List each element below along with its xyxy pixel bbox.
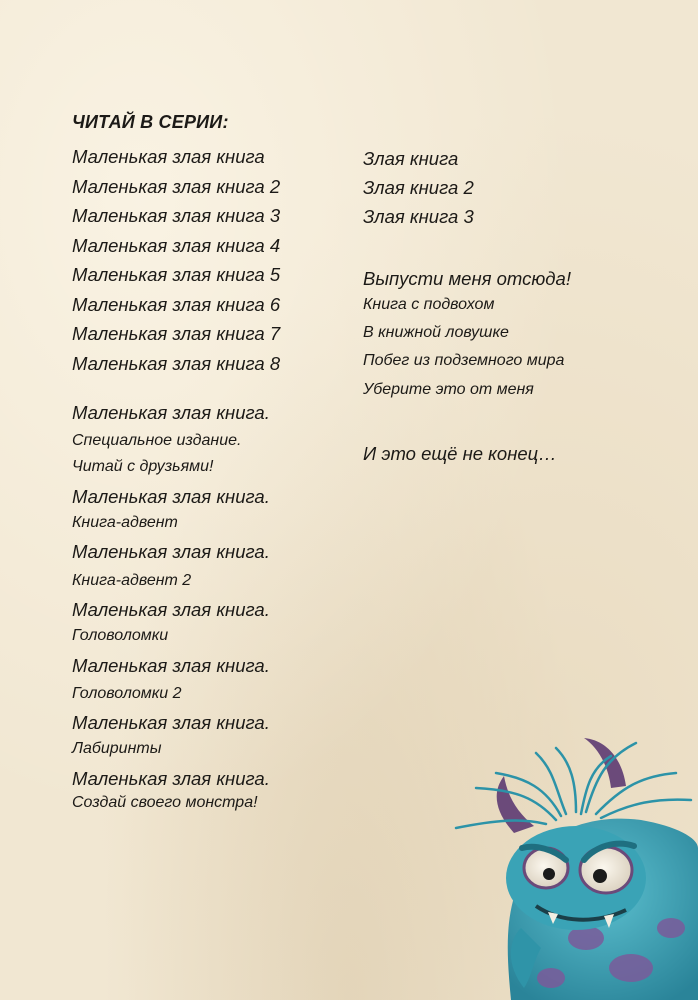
book-title: Маленькая злая книга. (72, 599, 270, 620)
book-title: Злая книга 2 (363, 177, 474, 198)
book-title: Маленькая злая книга. (72, 402, 270, 423)
book-subtitle: Книга-адвент 2 (72, 572, 192, 589)
book-subtitle: Книга с подвохом (363, 296, 495, 313)
book-title: Маленькая злая книга 8 (72, 353, 281, 374)
book-subtitle: Головоломки 2 (72, 685, 182, 702)
book-title: Маленькая злая книга 5 (72, 264, 281, 285)
book-subtitle: Головоломки (72, 627, 169, 644)
book-title: Маленькая злая книга. (72, 712, 270, 733)
series-heading: ЧИТАЙ В СЕРИИ: (72, 112, 229, 132)
book-title: Маленькая злая книга. (72, 768, 270, 789)
book-title: Маленькая злая книга 3 (72, 205, 281, 226)
book-title: Маленькая злая книга (72, 146, 265, 167)
book-title: Маленькая злая книга 6 (72, 294, 281, 315)
blue-monster-illustration (436, 728, 698, 1000)
book-title: Злая книга 3 (363, 206, 474, 227)
book-title: Маленькая злая книга. (72, 541, 270, 562)
book-subtitle: Побег из подземного мира (363, 352, 565, 369)
book-subtitle: Лабиринты (72, 740, 162, 757)
book-subtitle: Читай с друзьями! (72, 458, 214, 475)
book-subtitle: Создай своего монстра! (72, 794, 258, 811)
book-subtitle: В книжной ловушке (363, 324, 509, 341)
book-subtitle: Специальное издание. (72, 432, 242, 449)
book-title: Маленькая злая книга 7 (72, 323, 281, 344)
book-title: Злая книга (363, 148, 459, 169)
book-title: Маленькая злая книга 2 (72, 176, 281, 197)
book-title: Маленькая злая книга. (72, 655, 270, 676)
book-title: Маленькая злая книга 4 (72, 235, 281, 256)
closing-line: И это ещё не конец… (363, 443, 557, 464)
book-title: Выпусти меня отсюда! (363, 268, 571, 289)
book-subtitle: Книга-адвент (72, 514, 178, 531)
book-subtitle: Уберите это от меня (363, 381, 534, 398)
book-title: Маленькая злая книга. (72, 486, 270, 507)
